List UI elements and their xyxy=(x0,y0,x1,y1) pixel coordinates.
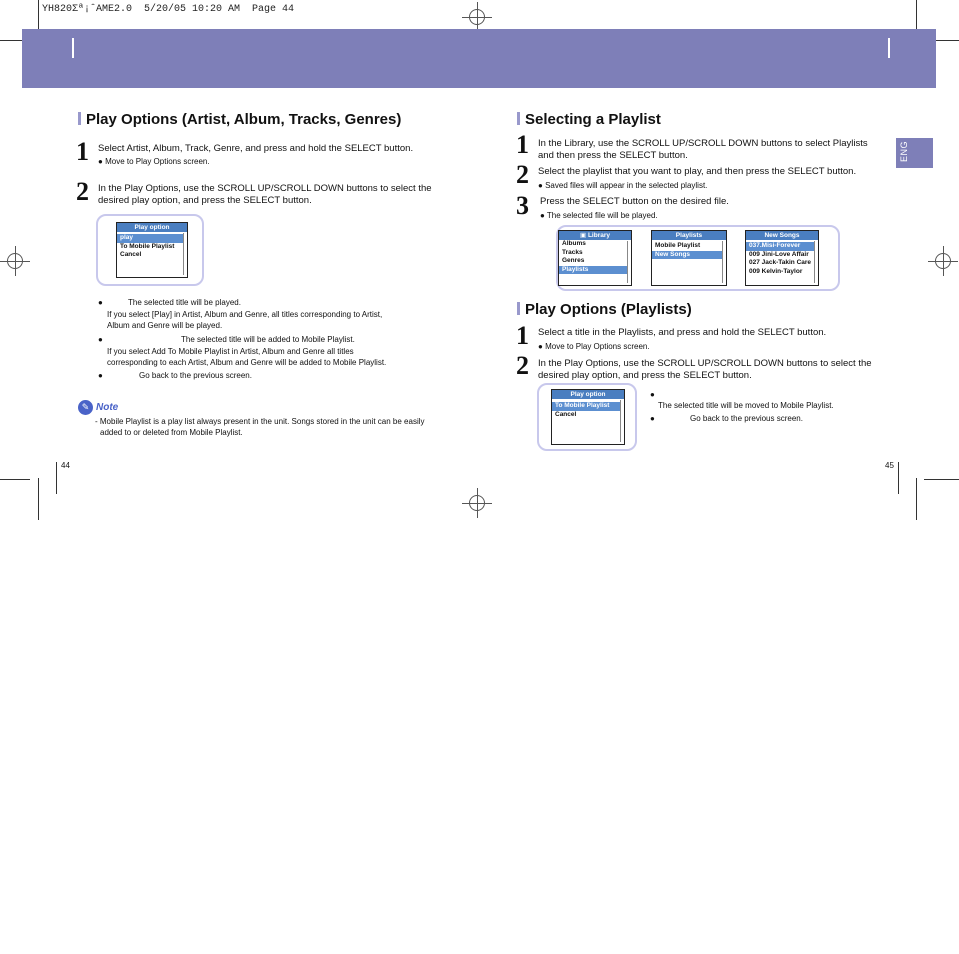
step-text: desired play option, and press the SELECT button. xyxy=(538,370,752,381)
step-text: Press the SELECT button on the desired file. xyxy=(540,196,729,207)
screen-row-selected[interactable]: New Songs xyxy=(652,251,722,260)
registration-mark-icon xyxy=(462,488,492,518)
step-number: 1 xyxy=(76,137,89,166)
step-number: 1 xyxy=(516,321,529,350)
option-detail: Album and Genre will be played. xyxy=(107,321,223,330)
bullet-dot-icon: ● xyxy=(538,342,543,351)
device-screen-new-songs xyxy=(745,230,819,286)
screen-row[interactable]: Mobile Playlist xyxy=(655,242,701,249)
crop-mark xyxy=(924,479,959,480)
screen-row[interactable]: Genres xyxy=(562,257,585,264)
step-text: Select a title in the Playlists, and press and hold the SELECT button. xyxy=(538,327,827,338)
step-sub-text: Move to Play Options screen. xyxy=(105,157,210,166)
option-detail: corresponding to each Artist, Album and Genre will be added to Mobile Playlist. xyxy=(107,358,387,367)
step-text: and then press the SELECT button. xyxy=(538,150,688,161)
step-sub-text: Saved files will appear in the selected playlist. xyxy=(545,181,708,190)
folder-icon: ▣ xyxy=(579,232,587,239)
bullet-dot-icon: ● xyxy=(98,335,103,344)
registration-mark-icon xyxy=(462,2,492,32)
step-number: 3 xyxy=(516,191,529,220)
note-label: Note xyxy=(96,402,119,413)
page-divider xyxy=(56,462,57,494)
title-accent-bar xyxy=(78,112,81,125)
scrollbar xyxy=(722,241,725,283)
option-item xyxy=(650,413,655,424)
screen-row[interactable]: 009 Jini-Love Affair xyxy=(749,250,809,258)
band-tick xyxy=(888,38,890,58)
step-text: Select the playlist that you want to play, and then press the SELECT button. xyxy=(538,166,857,177)
screen-row[interactable]: Cancel xyxy=(555,410,577,418)
note-text: added to or deleted from Mobile Playlist. xyxy=(100,428,243,437)
option-item xyxy=(98,370,103,381)
title-accent-bar xyxy=(517,302,520,315)
header-band xyxy=(22,29,936,88)
crop-mark xyxy=(0,479,30,480)
page-number: 45 xyxy=(885,461,894,470)
step-text: Select Artist, Album, Track, Genre, and press and hold the SELECT button. xyxy=(98,143,414,154)
screen-title: Play option xyxy=(117,223,187,232)
step-sub-text: The selected file will be played. xyxy=(546,211,658,220)
screen-row[interactable]: 009 Kelvin-Taylor xyxy=(749,267,803,275)
screen-row[interactable]: 027 Jack-Takin Care xyxy=(749,259,812,266)
right-section2-title-text: Play Options (Playlists) xyxy=(525,301,692,318)
left-section-title xyxy=(78,111,401,128)
pencil-note-icon: ✎ xyxy=(78,400,93,415)
screen-row-selected[interactable]: play xyxy=(117,234,183,243)
crop-mark xyxy=(916,478,917,520)
screen-title: New Songs xyxy=(746,231,818,240)
language-tab-label: ENG xyxy=(899,140,909,162)
bullet-dot-icon: ● xyxy=(650,414,655,423)
step-text: In the Play Options, use the SCROLL UP/SCROLL DOWN buttons to select the xyxy=(538,358,872,369)
screen-row[interactable]: To Mobile Playlist xyxy=(120,242,175,250)
title-accent-bar xyxy=(517,112,520,125)
option-lead: Go back to the previous screen. xyxy=(690,414,803,423)
language-tab xyxy=(896,138,933,168)
registration-mark-icon xyxy=(0,246,30,276)
screen-row-selected[interactable]: 037.Misi-Forever xyxy=(746,242,814,251)
option-item xyxy=(98,297,103,308)
option-lead: The selected title will be added to Mobile Playlist. xyxy=(181,335,355,344)
screen-row-selected[interactable]: Playlists xyxy=(559,266,627,275)
screen-title-text: Library xyxy=(587,232,610,239)
option-detail: If you select [Play] in Artist, Album and Genre, all titles corresponding to Artist, xyxy=(107,310,383,319)
option-item xyxy=(650,389,655,400)
crop-mark xyxy=(38,478,39,520)
bullet-dot-icon: ● xyxy=(98,157,103,166)
bullet-dot-icon: ● xyxy=(538,181,543,190)
band-tick xyxy=(72,38,74,58)
right-section-title-text: Selecting a Playlist xyxy=(525,111,661,128)
step-text: In the Play Options, use the SCROLL UP/SCROLL DOWN buttons to select the desired play option, and press the SELECT button. xyxy=(98,183,432,206)
step-number: 2 xyxy=(516,351,529,380)
option-lead: The selected title will be played. xyxy=(128,298,241,307)
device-frame xyxy=(96,214,204,286)
option-detail: The selected title will be moved to Mobile Playlist. xyxy=(658,401,834,410)
scrollbar xyxy=(183,233,186,275)
option-detail: If you select Add To Mobile Playlist in Artist, Album and Genre all titles xyxy=(107,347,354,356)
registration-mark-icon xyxy=(928,246,958,276)
screen-title: Play option xyxy=(552,390,624,399)
device-screen-playlists xyxy=(651,230,727,286)
page-number: 44 xyxy=(61,461,70,470)
option-item xyxy=(98,334,103,345)
device-frame xyxy=(537,383,637,451)
device-screen xyxy=(116,222,188,278)
device-screen-library xyxy=(558,230,632,286)
screen-row[interactable]: Tracks xyxy=(562,248,583,256)
right-section2-title xyxy=(517,301,692,318)
bullet-dot-icon: ● xyxy=(98,371,103,380)
print-slug: YH820Σª¡ˆAME2.0 5/20/05 10:20 AM Page 44 xyxy=(42,4,295,15)
option-lead: Go back to the previous screen. xyxy=(139,371,252,380)
step-number: 2 xyxy=(76,177,89,206)
step-sub-text: Move to Play Options screen. xyxy=(545,342,650,351)
step-sub xyxy=(538,341,650,352)
scrollbar xyxy=(627,241,630,283)
screen-title: Playlists xyxy=(652,231,726,240)
screen-row[interactable]: Albums xyxy=(562,240,586,247)
bullet-dot-icon: ● xyxy=(98,298,103,307)
bullet-dot-icon: ● xyxy=(650,390,655,399)
page-divider xyxy=(898,462,899,494)
step-number: 2 xyxy=(516,160,529,189)
screen-row-selected[interactable]: To Mobile Playlist xyxy=(552,402,620,411)
step-sub xyxy=(98,156,210,167)
scrollbar xyxy=(620,400,623,442)
note-text: - Mobile Playlist is a play list always present in the unit. Songs stored in the unit can be easily xyxy=(95,417,425,426)
device-screen xyxy=(551,389,625,445)
right-section-title xyxy=(517,111,661,128)
step-sub xyxy=(538,180,707,191)
bullet-dot-icon: ● xyxy=(540,211,545,220)
device-frame xyxy=(556,225,840,291)
step-sub xyxy=(540,210,658,221)
left-section-title-text: Play Options (Artist, Album, Tracks, Genres) xyxy=(86,111,402,128)
screen-title xyxy=(559,231,631,240)
scrollbar xyxy=(814,241,817,283)
step-text: In the Library, use the SCROLL UP/SCROLL DOWN buttons to select Playlists xyxy=(538,138,868,149)
step-number: 1 xyxy=(516,130,529,159)
screen-row[interactable]: Cancel xyxy=(120,251,142,258)
